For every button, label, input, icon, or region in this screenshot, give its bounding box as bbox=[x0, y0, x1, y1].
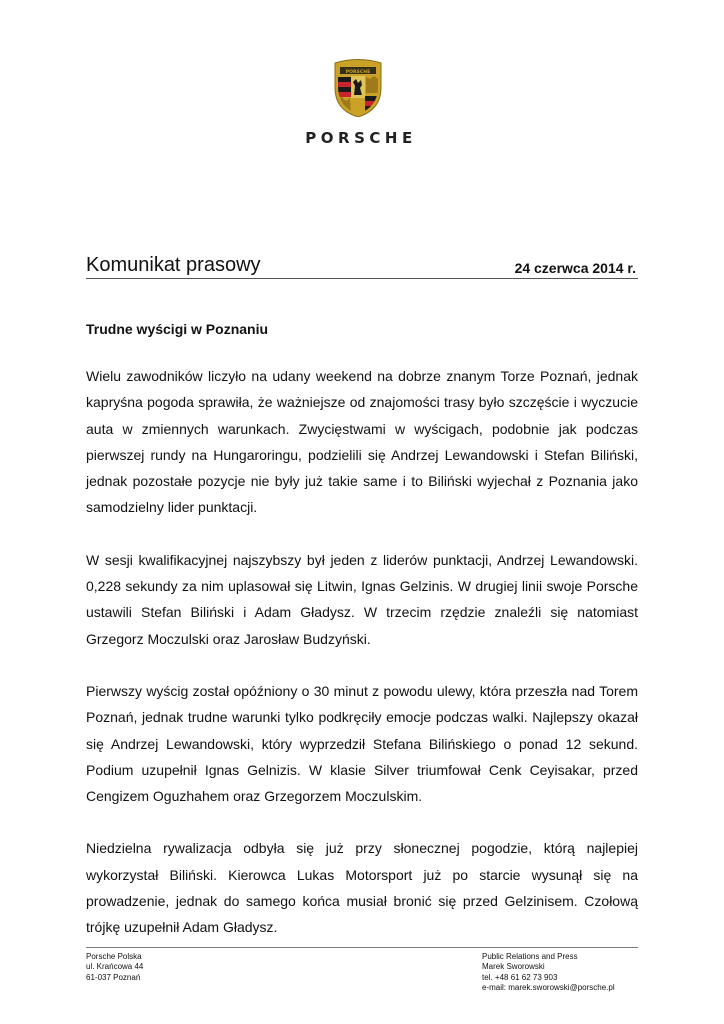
porsche-wordmark: PORSCHE bbox=[305, 129, 417, 147]
porsche-crest-icon bbox=[332, 57, 384, 117]
crest-label: PORSCHE bbox=[345, 69, 371, 75]
footer-department: Public Relations and Press bbox=[482, 952, 578, 961]
document-date: 24 czerwca 2014 r. bbox=[514, 260, 636, 276]
footer-street: ul. Krańcowa 44 bbox=[86, 962, 144, 972]
article-paragraph: W sesji kwalifikacyjnej najszybszy był jeden z liderów punktacji, Andrzej Lewandowski. 0,228 sekundy za nim uplasował się Litwin, Ignas Gelzinis. W drugiej linii swoje Porsche ustawili Stefan Biliński i Adam Gładysz. W trzecim rzędzie znaleźli się natomiast Grzegorz Moczulski oraz Jarosław Budzyński. bbox=[86, 551, 638, 647]
footer-address bbox=[86, 952, 143, 983]
footer-contact bbox=[482, 952, 615, 994]
footer-city: 61-037 Poznań bbox=[86, 972, 141, 982]
document-type: Komunikat prasowy bbox=[86, 254, 261, 276]
footer-contact-name: Marek Sworowski bbox=[482, 962, 545, 972]
article-paragraph: Wielu zawodników liczyło na udany weekend na dobrze znanym Torze Poznań, jednak kapryśna pogoda sprawiła, że ważniejsze od znajomości trasy było szczęście i wyczucie auta w zmiennych warunkach. Zwycięstwami w wyścigach, podobnie jak podczas pierwszej rundy na Hungaroringu, podzielili się Andrzej Lewandowski i Stefan Biliński, jednak pozostałe pozycje nie były już takie same i to Biliński wyjechał z Poznania jako samodzielny lider punktacji. bbox=[86, 368, 638, 516]
article-title: Trudne wyścigi w Poznaniu bbox=[86, 321, 269, 337]
article-paragraph: Niedzielna rywalizacja odbyła się już przy słonecznej pogodzie, którą najlepiej wykorzystał Biliński. Kierowca Lukas Motorsport już po starcie wysunął się na prowadzenie, jednak do samego końca musiał bronić się przed Gelzinisem. Czołową trójkę uzupełnił Adam Gładysz. bbox=[86, 840, 638, 936]
footer-divider bbox=[86, 947, 638, 948]
article-body bbox=[86, 363, 638, 967]
footer-phone: tel. +48 61 62 73 903 bbox=[482, 972, 558, 982]
footer-company: Porsche Polska bbox=[86, 952, 142, 961]
article-paragraph: Pierwszy wyścig został opóźniony o 30 minut z powodu ulewy, która przeszła nad Torem Poznań, jednak trudne warunki tylko podkręciły emocje podczas walki. Najlepszy okazał się Andrzej Lewandowski, który wyprzedził Stefana Bilińskiego o ponad 12 sekund. Podium uzupełnił Ignas Gelnizis. W klasie Silver triumfował Cenk Ceyisakar, przed Cengizem Oguzhahem oraz Grzegorzem Moczulskim. bbox=[86, 682, 638, 805]
porsche-logo bbox=[281, 57, 441, 147]
document-header bbox=[86, 252, 638, 279]
footer-email[interactable]: e-mail: marek.sworowski@porsche.pl bbox=[482, 983, 615, 993]
